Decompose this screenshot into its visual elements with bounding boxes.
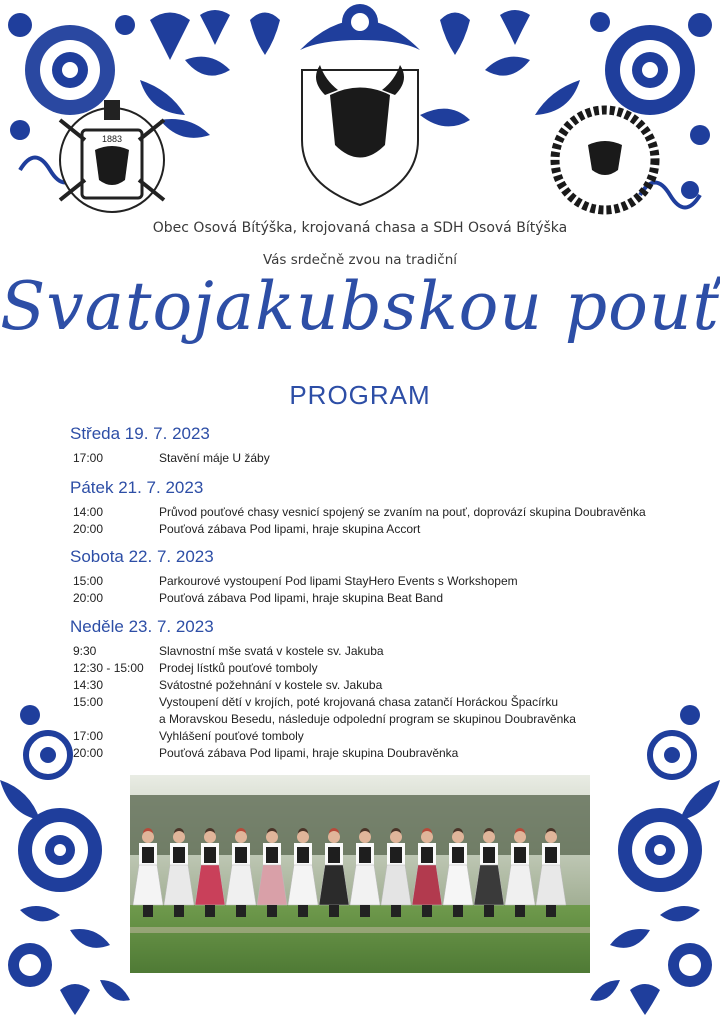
day-block-saturday	[70, 547, 670, 607]
event-row	[70, 677, 670, 694]
event-description: Průvod pouťové chasy vesnicí spojený se zvaním na pouť, doprovází skupina Doubravěnka	[159, 505, 646, 519]
bottom-left-folk-ornament	[0, 700, 150, 1020]
event-row	[70, 590, 670, 607]
event-description: Stavění máje U žáby	[159, 451, 270, 465]
event-time: 15:00	[73, 574, 104, 588]
fire-brigade-year: 1883	[101, 134, 123, 144]
event-description: Vystoupení dětí v krojích, poté krojovaná chasa zatančí Horáckou Špacírku	[159, 695, 559, 709]
day-block-wednesday	[70, 424, 670, 467]
invite-text: Vás srdečně zvou na tradiční	[262, 252, 458, 268]
event-time: 9:30	[73, 644, 97, 658]
event-description: a Moravskou Besedu, následuje odpolední program se skupinou Doubravěnka	[159, 712, 576, 726]
event-description: Slavnostní mše svatá v kostele sv. Jakuba	[159, 644, 384, 658]
village-coat-of-arms	[302, 65, 418, 205]
top-folk-ornament	[0, 0, 720, 215]
event-row	[70, 643, 670, 660]
fire-brigade-emblem	[60, 100, 164, 212]
event-row	[70, 450, 670, 467]
event-time: 20:00	[73, 591, 104, 605]
event-time: 20:00	[73, 522, 104, 536]
event-time: 14:30	[73, 678, 104, 692]
event-description: Prodej lístků pouťové tomboly	[159, 661, 318, 675]
event-time: 15:00	[73, 695, 104, 709]
event-row	[70, 504, 670, 521]
event-time: 14:00	[73, 505, 104, 519]
event-time: 12:30 - 15:00	[73, 661, 144, 675]
organizers-text: Obec Osová Bítýška, krojovaná chasa a SDH Osová Bítýška	[152, 220, 568, 236]
bottom-right-folk-ornament	[570, 700, 720, 1020]
event-description: Pouťová zábava Pod lipami, hraje skupina Doubravěnka	[159, 746, 459, 760]
day-title: Sobota 22. 7. 2023	[70, 547, 214, 566]
event-description: Parkourové vystoupení Pod lipami StayHero Events s Workshopem	[159, 574, 518, 588]
event-time: 20:00	[73, 746, 104, 760]
folk-group-photo	[130, 775, 590, 973]
day-block-friday	[70, 478, 670, 538]
event-row	[70, 521, 670, 538]
event-row	[70, 660, 670, 677]
day-title: Neděle 23. 7. 2023	[70, 617, 214, 636]
day-title: Středa 19. 7. 2023	[70, 424, 210, 443]
event-title: Svatojakubskou pouť	[0, 268, 720, 345]
event-description: Pouťová zábava Pod lipami, hraje skupina Accort	[159, 522, 421, 536]
event-description: Pouťová zábava Pod lipami, hraje skupina Beat Band	[159, 591, 444, 605]
center-flower-ornament	[250, 4, 470, 55]
day-title: Pátek 21. 7. 2023	[70, 478, 204, 497]
event-description: Svátostné požehnání v kostele sv. Jakuba	[159, 678, 383, 692]
event-time: 17:00	[73, 451, 104, 465]
program-heading: PROGRAM	[289, 380, 431, 410]
event-time: 17:00	[73, 729, 104, 743]
event-row	[70, 573, 670, 590]
event-description: Vyhlášení pouťové tomboly	[159, 729, 304, 743]
